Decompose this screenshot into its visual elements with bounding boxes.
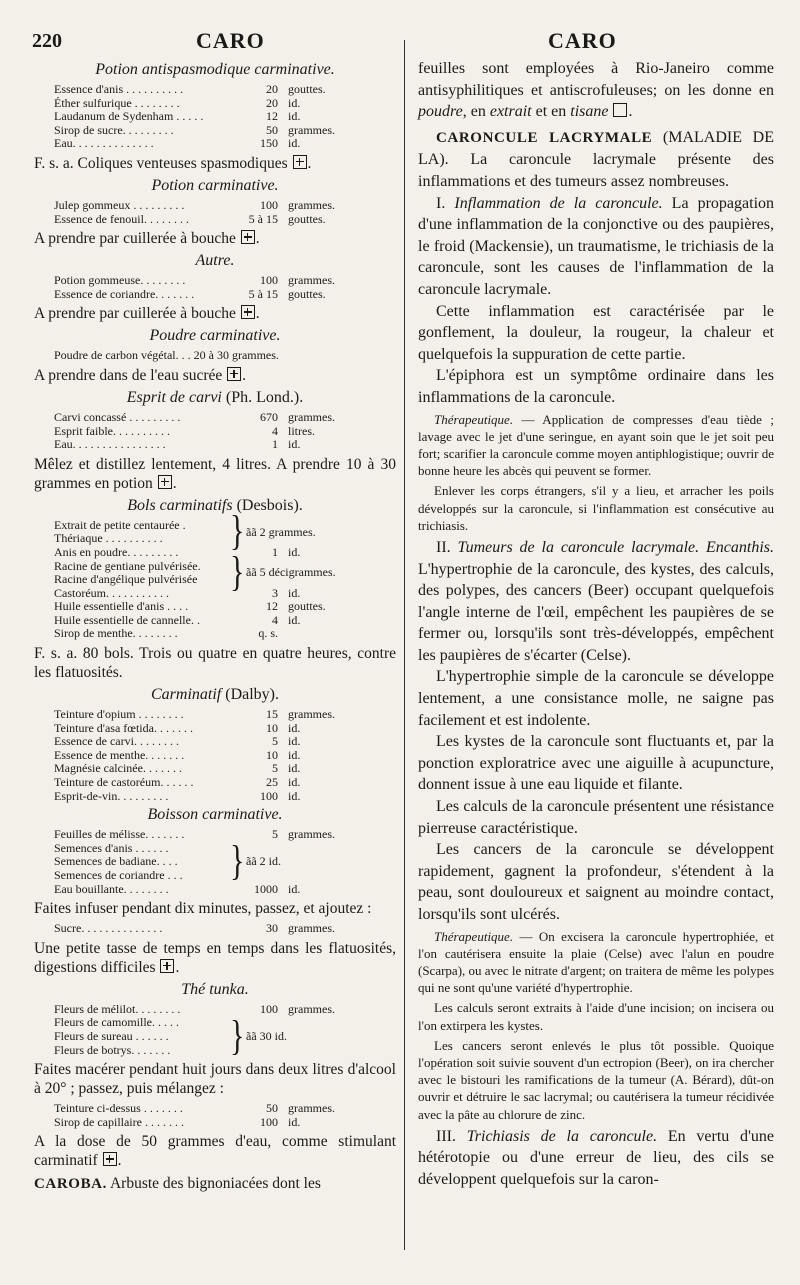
ingredient-unit: grammes. [288, 1101, 335, 1116]
ingredient-row [34, 199, 396, 213]
ingredient-list [34, 708, 396, 803]
leader-dots: . . . . . . . [145, 828, 185, 842]
ingredient-row [34, 274, 396, 288]
recipe-title: Poudre carminative. [149, 327, 281, 345]
therapeutics-note: Enlever les corps étrangers, s'il y a lieu, et arracher les poils développés sur la caroncule, si l'inflammation est consécutive au trichiasis. [418, 483, 774, 533]
ingredient-unit: id. [288, 747, 301, 762]
ingredient-name: Eau [54, 438, 73, 452]
running-head-left: CARO [196, 28, 265, 53]
ingredient-row [34, 288, 396, 302]
ingredient-name: Racine d'angélique pulvérisée [54, 573, 198, 587]
ingredient-name: Fleurs de sureau . . . . . . [54, 1029, 169, 1043]
ingredient-row [34, 97, 396, 111]
ingredient-name: Fleurs de camomille. . . . . [54, 1016, 179, 1030]
ingredient-unit: grammes. [288, 197, 335, 212]
ingredient-quantity: 5 [272, 734, 278, 749]
ingredient-quantity: q. s. [258, 626, 278, 641]
leader-dots: . . . . . . . . . . . . . . [72, 137, 154, 151]
ingredient-list [34, 274, 396, 301]
ingredient-name: Esprit faible [54, 424, 113, 438]
leader-dots: . . . . . . . . [131, 96, 180, 110]
plus-box-icon [160, 959, 174, 973]
ingredient-quantity: 1 [272, 437, 278, 452]
leader-dots: . . . . . . . . . . [123, 83, 184, 96]
ingredient-name: Essence de menthe [54, 748, 146, 762]
recipe-instruction: Une petite tasse de temps en temps dans les flatuosités, digestions difficiles . [34, 939, 396, 976]
ingredient-list [34, 828, 396, 896]
paragraph: feuilles sont employées à Rio-Janeiro comme antisyphilitiques et antiscrofuleuses; on les donne en poudre, en extrait et en tisane . [418, 60, 774, 121]
ingredient-name: Extrait de petite centaurée . [54, 518, 186, 532]
ingredient-quantity: 15 [266, 707, 278, 722]
ingredient-name: Sirop de capillaire [54, 1115, 142, 1129]
leader-dots: . . . . . . . [142, 762, 182, 776]
recipe-title: Potion antispasmodique carminative. [95, 61, 335, 78]
ingredient-quantity: 5 [272, 827, 278, 842]
ingredient-name: Huile essentielle d'anis [54, 600, 165, 614]
brace-glyph: } [230, 838, 245, 885]
leader-dots: . . . . . . . [145, 748, 185, 762]
ingredient-quantity: 670 [260, 409, 278, 424]
ingredient-name: Eau [54, 137, 73, 151]
ingredient-name: Castoréum [54, 586, 106, 600]
leader-dots: . . . . . . . . . . . . . . [81, 922, 163, 936]
ingredient-quantity: 1000 [254, 881, 278, 896]
ingredient-unit: litres. [288, 423, 315, 438]
ingredient-unit: grammes. [288, 827, 335, 842]
paragraph: Les cancers de la caroncule se développent rapidement, gagnent la profondeur, s'étendent à la peau, sont douloureux et saignent au moindre contact, lorsqu'ils sont ulcérés. [418, 841, 774, 924]
ingredient-quantity: 10 [266, 747, 278, 762]
ingredient-name: Thériaque . . . . . . . . . . [54, 532, 163, 546]
ingredient-row [34, 627, 396, 641]
leader-dots: . . . . . . . . [133, 735, 179, 749]
entry-caroba: CAROBA. Arbuste des bignoniacées dont les [34, 1175, 321, 1193]
leader-dots: . . . . . . . [141, 1115, 184, 1129]
section-paragraph: II. Tumeurs de la caroncule lacrymale. Encanthis. L'hypertrophie de la caroncule, des kystes, des calculs, des polypes, des cancers (Beer) occupant quelquefois l'angle interne de l'œil, empêchent les paupières de se fermer ou, lorsqu'ils sont très-développés, empêchent les paupières de s'écarter (Celse). [418, 538, 774, 664]
leader-dots: . . . . . . . . . [117, 789, 169, 803]
brace-glyph: } [230, 549, 245, 596]
ingredient-row [34, 1003, 396, 1017]
ingredient-name: Laudanum de Sydenham [54, 110, 174, 124]
ingredient-quantity: 100 [260, 1001, 278, 1016]
ingredient-unit: id. [288, 761, 301, 776]
ingredient-row [34, 790, 396, 804]
leader-dots: . . . . . . . . . . [112, 424, 170, 438]
ingredient-row [34, 922, 396, 936]
ingredient-row [34, 1102, 396, 1116]
ingredient-list [34, 199, 396, 226]
leader-dots: . . . . . . . . [140, 274, 186, 288]
group-quantity: ãã 2 grammes. [246, 524, 316, 539]
ingredient-quantity: 5 à 15 [248, 211, 278, 226]
plus-box-icon [103, 1152, 117, 1166]
ingredient-unit: gouttes. [288, 286, 326, 301]
ingredient-name: Teinture de castoréum [54, 776, 161, 790]
ingredient-row [34, 438, 396, 452]
ingredient-name: Semences de badiane. . . . [54, 855, 178, 869]
leader-dots: . . . . . . . [155, 287, 195, 301]
recipe-instruction: F. s. a. 80 bols. Trois ou quatre en quatre heures, contre les flatuosités. [34, 645, 396, 682]
ingredient-row [34, 762, 396, 776]
ingredient-name: Esprit-de-vin [54, 789, 118, 803]
ingredient-quantity: 5 [272, 761, 278, 776]
ingredient-name: Essence de fenouil [54, 212, 144, 226]
recipe-instruction: Faites infuser pendant dix minutes, passez, et ajoutez : [34, 900, 372, 918]
ingredient-name: Semences d'anis . . . . . . [54, 841, 169, 855]
ingredient-row [34, 83, 396, 97]
paragraph: Les calculs de la caroncule présentent une résistance pierreuse caractéristique. [418, 798, 774, 837]
ingredient-row [34, 708, 396, 722]
recipe-title: Carminatif (Dalby). [151, 686, 279, 704]
ingredient-quantity: 150 [260, 136, 278, 151]
plus-box-icon [241, 305, 255, 319]
ingredient-row [34, 587, 396, 601]
ingredient-list [34, 83, 396, 151]
ingredient-row [34, 883, 396, 897]
ingredient-row [34, 828, 396, 842]
ingredient-name: Racine de gentiane pulvérisée. [54, 559, 201, 573]
square-box-icon [613, 103, 627, 117]
ingredient-name: Essence d'anis [54, 83, 124, 96]
ingredient-name: Julep gommeux [54, 198, 131, 212]
leader-dots: . . . . . . . . [123, 882, 169, 896]
ingredient-unit: id. [288, 788, 301, 803]
ingredient-name: Éther sulfurique [54, 96, 132, 110]
leader-dots: . . . . . . . . . [126, 410, 181, 424]
ingredient-row [34, 722, 396, 736]
leader-dots: . . . . . . . . . [122, 123, 174, 137]
brace-glyph: } [230, 1012, 245, 1060]
recipe-instruction: A prendre dans de l'eau sucrée . [34, 366, 247, 384]
ingredient-unit: id. [288, 1114, 301, 1129]
ingredient-unit: id. [288, 775, 301, 790]
ingredient-row [34, 749, 396, 763]
ingredient-quantity: 1 [272, 544, 278, 559]
leader-dots: . . . . . [173, 110, 204, 124]
paragraph: Cette inflammation est caractérisée par le gonflement, la douleur, la rougeur, la chaleur et quelquefois la suppuration de cette partie. [418, 302, 774, 363]
ingredient-name: Fleurs de mélilot [54, 1002, 136, 1016]
leader-dots: . . . . . . . . [135, 708, 184, 722]
ingredient-unit: grammes. [288, 122, 335, 137]
paragraph: Les kystes de la caroncule sont fluctuants et, par la ponction exploratrice avec une aiguille à acupuncture, donnent issue à une eau liquide et filante. [418, 733, 774, 794]
ingredient-list [34, 508, 396, 641]
ingredient-unit: id. [288, 612, 301, 627]
ingredient-name: Sucre [54, 922, 82, 936]
ingredient-quantity: 100 [260, 1114, 278, 1129]
recipe-title: Esprit de carvi (Ph. Lond.). [126, 388, 304, 406]
ingredient-name: Fleurs de botrys. . . . . . . [54, 1043, 171, 1057]
ingredient-unit: grammes. [288, 273, 335, 288]
leader-dots: . . . . . . . [153, 721, 193, 735]
leader-dots: . . . . . . . . . [127, 545, 179, 559]
ingredient-name: Feuilles de mélisse [54, 828, 146, 842]
ingredient-name: Essence de coriandre [54, 287, 156, 301]
ingredient-list [34, 1102, 396, 1129]
ingredient-unit: grammes. [288, 409, 335, 424]
ingredient-name: Anis en poudre [54, 545, 128, 559]
recipe-title: Potion carminative. [151, 176, 279, 194]
ingredient-quantity: 12 [266, 109, 278, 124]
ingredient-quantity: 4 [272, 612, 278, 627]
ingredient-row [34, 776, 396, 790]
recipe-title: Bols carminatifs (Desbois). [127, 496, 303, 514]
recipe-instruction: Mêlez et distillez lentement, 4 litres. A prendre 10 à 30 grammes en potion . [34, 455, 396, 492]
ingredient-unit: id. [288, 544, 301, 559]
ingredient-unit [278, 627, 288, 641]
ingredient-name: Semences de coriandre . . . [54, 869, 183, 882]
ingredient-quantity: 100 [260, 788, 278, 803]
group-quantity: ãã 5 décigrammes. [246, 565, 336, 580]
leader-dots: . . . . [164, 600, 189, 614]
brace-glyph: } [230, 508, 245, 555]
ingredient-unit: id. [288, 109, 301, 124]
ingredient-name: Sirop de sucre [54, 123, 123, 137]
ingredient-unit: gouttes. [288, 82, 326, 96]
leader-dots: . . . . . . . . [143, 212, 189, 226]
ingredient-unit: id. [288, 585, 301, 600]
ingredient-unit: grammes. [288, 1001, 335, 1016]
ingredient-row [34, 546, 396, 560]
ingredient-group [34, 1012, 396, 1060]
leader-dots: . . . . . . . . . [130, 198, 185, 212]
recipe-title: Boisson carminative. [147, 806, 283, 824]
ingredient-row [34, 735, 396, 749]
ingredient-row [34, 213, 396, 227]
ingredient-quantity: 3 [272, 585, 278, 600]
ingredient-quantity: 50 [266, 1101, 278, 1116]
leader-dots: . . . . . . . . . . . [106, 586, 169, 600]
ingredient-unit: id. [288, 720, 301, 735]
ingredient-row [34, 411, 396, 425]
column-rule [404, 40, 405, 1250]
ingredient-row [34, 614, 396, 628]
ingredient-unit: gouttes. [288, 211, 326, 226]
ingredient-row [34, 1116, 396, 1130]
plus-box-icon [293, 155, 307, 169]
ingredient-group [34, 838, 396, 885]
right-column [418, 58, 774, 1191]
ingredient-quantity: 30 [266, 921, 278, 936]
plus-box-icon [227, 367, 241, 381]
ingredient-name: Teinture d'opium [54, 708, 136, 722]
recipe-instruction: A prendre par cuillerée à bouche . [34, 230, 260, 248]
ingredient-quantity: 100 [260, 197, 278, 212]
therapeutics-note: Les cancers seront enlevés le plus tôt possible. Quoique l'opération soit suivie souvent d'un ectropion (Beer), on ira chercher avec le bistouri les ramifications de la tumeur (A. Bérard), dût-on ouvrir et détruire le sac lacrymal; ou cautérisera la tumeur récidivée avec la pâte au chlorure de zinc. [418, 1037, 774, 1122]
recipe-title: Autre. [195, 252, 235, 270]
ingredient-unit: id. [288, 881, 301, 896]
ingredient-line: Poudre de carbon végétal. . . 20 à 30 grammes. [54, 348, 279, 363]
ingredient-quantity: 50 [266, 122, 278, 137]
group-quantity: ãã 2 id. [246, 854, 281, 869]
ingredient-name: Teinture d'asa fœtida [54, 721, 154, 735]
ingredient-name: Eau bouillante [54, 882, 124, 896]
ingredient-name: Potion gommeuse [54, 274, 141, 288]
therapeutics-note: Thérapeutique. — On excisera la caroncule hypertrophiée, et l'on cautérisera ensuite la plaie (Celse) avec l'alun en poudre (Scarpa), ou avec le nitrate d'argent; on traitera de même les polypes qui ne sont qu'une variété d'hypertrophie. [418, 928, 774, 996]
ingredient-unit: grammes. [288, 921, 335, 936]
plus-box-icon [241, 230, 255, 244]
ingredient-row [34, 124, 396, 138]
ingredient-unit: id. [288, 136, 301, 151]
therapeutics-note: Thérapeutique. — Application de compresses d'eau tiède ; lavage avec le jet d'une seringue, en ayant soin que le jet soit peu fort; scarifier la caroncule comme moyen antiphlogistique; ouvrir de bonne heure les abcès qui peuvent se former. [418, 411, 774, 479]
leader-dots: . . . . . . . . . . . . . . . . [72, 438, 166, 452]
ingredient-row [34, 425, 396, 439]
recipe-instruction: A prendre par cuillerée à bouche . [34, 305, 260, 323]
recipe-title: Thé tunka. [181, 980, 249, 998]
entry-heading: CARONCULE LACRYMALE (MALADIE DE LA). La caroncule lacrymale présente des inflammations et des tumeurs assez nombreuses. [418, 128, 774, 190]
ingredient-name: Magnésie calcinée [54, 762, 143, 776]
ingredient-quantity: 100 [260, 273, 278, 288]
leader-dots: . . . . . . . . [135, 1002, 181, 1016]
ingredient-name: Teinture ci-dessus [54, 1102, 141, 1116]
ingredient-quantity: 10 [266, 720, 278, 735]
ingredient-row [34, 110, 396, 124]
page-number: 220 [32, 30, 62, 52]
leader-dots: . . . . . . . [140, 1102, 183, 1116]
recipe-instruction: Faites macérer pendant huit jours dans deux litres d'alcool à 20° ; passez, puis mélangez : [34, 1061, 396, 1098]
ingredient-unit: id. [288, 95, 301, 110]
ingredient-name: Carvi concassé [54, 410, 127, 424]
ingredient-list [34, 411, 396, 452]
ingredient-name: Essence de carvi [54, 735, 134, 749]
section-paragraph: III. Trichiasis de la caroncule. En vertu d'une hétérotopie ou d'une erreur de lieu, des cils se développent quelquefois sur la caron- [418, 1127, 775, 1189]
running-head-right: CARO [548, 28, 617, 53]
ingredient-quantity: 20 [266, 82, 278, 96]
ingredient-row [34, 600, 396, 614]
group-quantity: ãã 30 id. [246, 1028, 287, 1043]
leader-dots: . . . . . . . . [132, 627, 178, 641]
left-column [34, 58, 396, 1198]
ingredient-list [34, 1001, 396, 1060]
ingredient-unit: id. [288, 437, 301, 452]
ingredient-quantity: 4 [272, 423, 278, 438]
ingredient-unit: grammes. [288, 707, 335, 722]
ingredient-list [34, 922, 396, 936]
recipe-instruction: F. s. a. Coliques venteuses spasmodiques . [34, 154, 312, 172]
therapeutics-note: Les calculs seront extraits à l'aide d'une incision; on incisera ou l'on extirpera les kystes. [418, 1000, 774, 1033]
ingredient-quantity: 25 [266, 775, 278, 790]
ingredient-unit: id. [288, 734, 301, 749]
ingredient-row [34, 137, 396, 151]
plus-box-icon [158, 475, 172, 489]
paragraph: L'hypertrophie simple de la caroncule se développe lentement, a une consistance molle, ne saigne pas facilement et est indolente. [418, 668, 774, 729]
recipe-instruction: A la dose de 50 grammes d'eau, comme stimulant carminatif . [34, 1133, 396, 1170]
ingredient-name: Sirop de menthe [54, 627, 133, 641]
ingredient-quantity: 12 [266, 599, 278, 614]
page-header [0, 22, 800, 58]
ingredient-unit: gouttes. [288, 599, 326, 614]
section-paragraph: I. Inflammation de la caroncule. La propagation d'une inflammation de la conjonctive ou des paupières, le froid (Mackensie), un traumatisme, le trichiasis de la caroncule, sont les causes de l'inflammation de la caroncule lacrymale. [418, 194, 775, 298]
ingredient-quantity: 20 [266, 95, 278, 110]
leader-dots: . . [190, 613, 200, 627]
paragraph: L'épiphora est un symptôme ordinaire dans les inflammations de la caroncule. [418, 367, 774, 406]
leader-dots: . . . . . . [160, 776, 194, 790]
ingredient-name: Huile essentielle de cannelle [54, 613, 191, 627]
ingredient-quantity: 5 à 15 [248, 286, 278, 301]
